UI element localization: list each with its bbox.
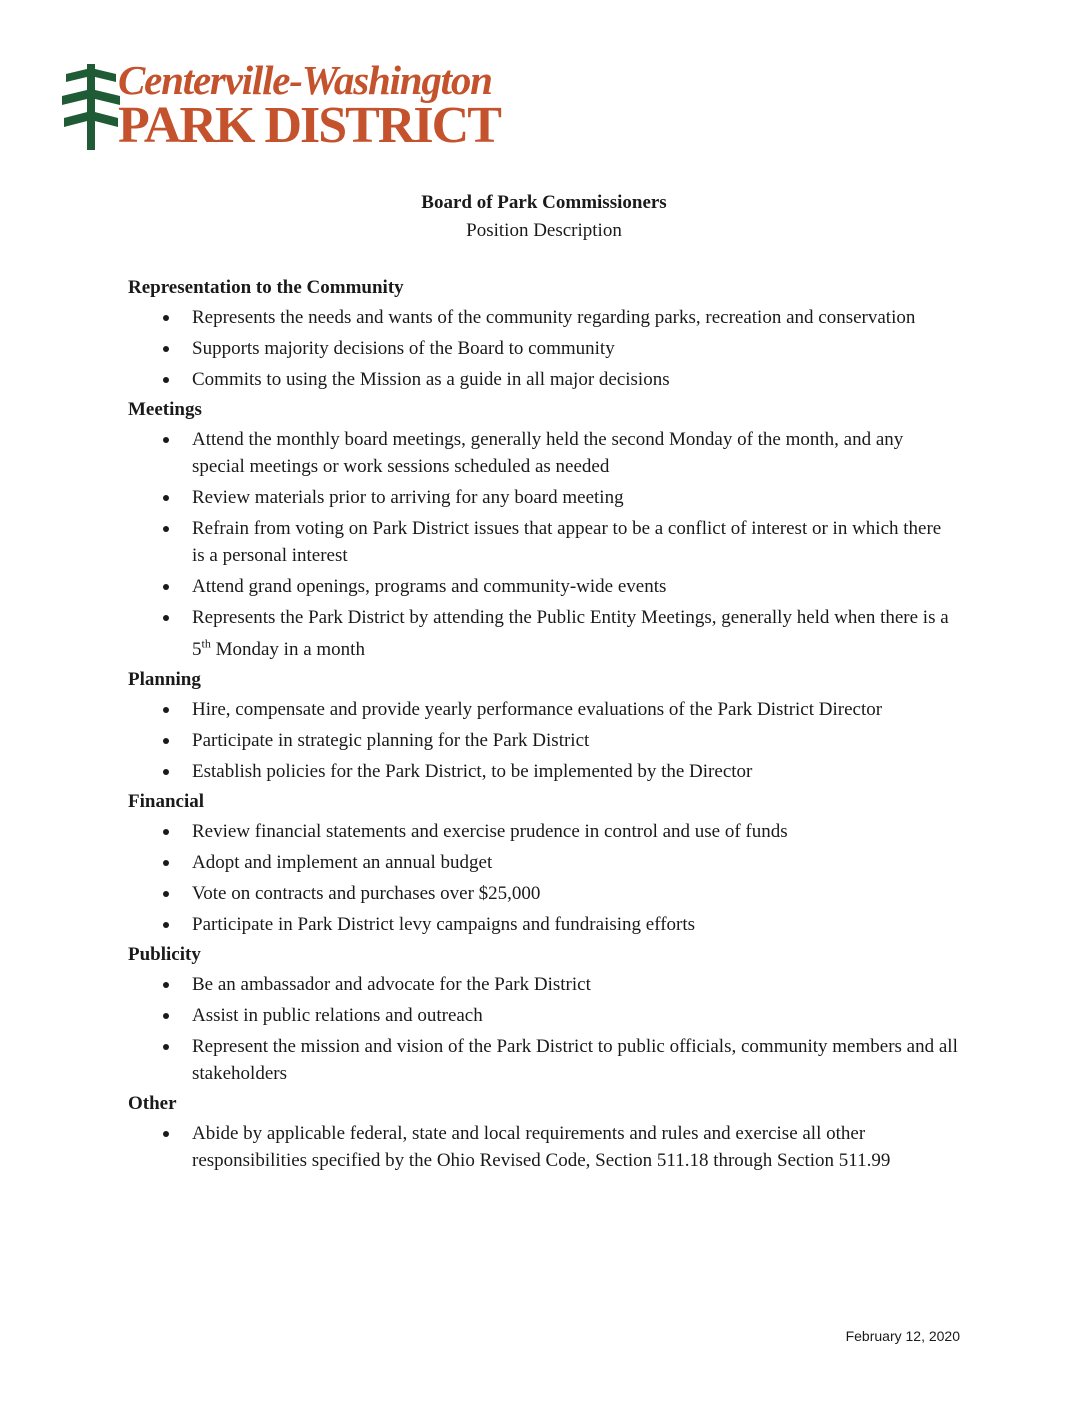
bullet-icon (163, 769, 169, 775)
document-title: Board of Park Commissioners (421, 192, 667, 213)
bullet-list (128, 818, 958, 938)
bullet-icon (163, 437, 169, 443)
list-item (128, 696, 958, 723)
list-item (128, 604, 958, 663)
list-item-text: Represent the mission and vision of the Park District to public officials, community members and all stakeholders (192, 1036, 958, 1085)
list-item-text: Adopt and implement an annual budget (192, 852, 493, 874)
bullet-list (128, 971, 958, 1087)
list-item (128, 971, 958, 998)
logo-line-1: Centerville-Washington (118, 57, 492, 103)
list-item (128, 727, 958, 754)
list-item-text: Refrain from voting on Park District issues that appear to be a conflict of interest or in which there is a personal interest (192, 518, 942, 566)
list-item-text: Assist in public relations and outreach (192, 1005, 483, 1027)
list-item-text: Hire, compensate and provide yearly performance evaluations of the Park District Director (192, 699, 883, 721)
list-item (128, 335, 958, 362)
bullet-icon (163, 982, 169, 988)
bullet-icon (163, 891, 169, 897)
list-item (128, 818, 958, 845)
list-item (128, 304, 958, 331)
list-item-text: Represents the Park District by attending the Public Entity Meetings, generally held when there is a 5th Monday in a month (192, 607, 949, 661)
bullet-icon (163, 377, 169, 383)
bullet-list (128, 1120, 958, 1174)
list-item-text: Vote on contracts and purchases over $25,000 (192, 883, 541, 905)
list-item (128, 1033, 958, 1087)
list-item-text: Review materials prior to arriving for any board meeting (192, 487, 624, 508)
bullet-icon (163, 346, 169, 352)
list-item (128, 426, 958, 480)
list-item-text: Be an ambassador and advocate for the Park District (192, 974, 591, 996)
section-heading: Financial (128, 791, 205, 813)
bullet-icon (163, 707, 169, 713)
list-item (128, 758, 958, 785)
bullet-list (128, 426, 958, 663)
list-item-text: Participate in Park District levy campaigns and fundraising efforts (192, 914, 696, 936)
list-item-text: Participate in strategic planning for the Park District (192, 730, 590, 752)
section-heading: Representation to the Community (128, 277, 404, 298)
bullet-icon (163, 526, 169, 532)
bullet-icon (163, 860, 169, 866)
logo-line-2: PARK DISTRICT (118, 97, 500, 154)
section-heading: Publicity (128, 944, 201, 966)
list-item-text: Supports majority decisions of the Board to community (192, 338, 615, 359)
list-item (128, 1120, 958, 1174)
footer-date: February 12, 2020 (845, 1328, 960, 1344)
list-item-text: Attend grand openings, programs and community-wide events (192, 576, 667, 597)
bullet-icon (163, 584, 169, 590)
bullet-icon (163, 738, 169, 744)
bullet-icon (163, 315, 169, 321)
list-item (128, 484, 958, 511)
list-item (128, 911, 958, 938)
list-item-text: Represents the needs and wants of the community regarding parks, recreation and conservation (192, 307, 916, 328)
bullet-icon (163, 495, 169, 501)
list-item (128, 573, 958, 600)
list-item-text: Abide by applicable federal, state and local requirements and rules and exercise all other responsibilities specified by the Ohio Revised Code, Section 511.18 through Section 511.99 (192, 1123, 891, 1172)
list-item (128, 1002, 958, 1029)
bullet-icon (163, 1013, 169, 1019)
bullet-icon (163, 1131, 169, 1137)
bullet-icon (163, 922, 169, 928)
bullet-icon (163, 615, 169, 621)
document-body (128, 275, 958, 1178)
list-item (128, 880, 958, 907)
park-district-logo (62, 57, 532, 154)
bullet-icon (163, 1044, 169, 1050)
tree-icon (62, 64, 120, 150)
bullet-list (128, 304, 958, 393)
list-item-text: Attend the monthly board meetings, generally held the second Monday of the month, and any special meetings or work sessions scheduled as needed (192, 429, 904, 477)
bullet-icon (163, 829, 169, 835)
bullet-list (128, 696, 958, 785)
list-item (128, 515, 958, 569)
section-heading: Planning (128, 669, 201, 691)
list-item-text: Establish policies for the Park District, to be implemented by the Director (192, 761, 753, 783)
list-item-text: Review financial statements and exercise prudence in control and use of funds (192, 821, 788, 843)
list-item (128, 366, 958, 393)
section-heading: Meetings (128, 399, 202, 420)
list-item-text: Commits to using the Mission as a guide in all major decisions (192, 369, 670, 390)
document-subtitle: Position Description (466, 220, 622, 241)
section-heading: Other (128, 1093, 177, 1115)
list-item (128, 849, 958, 876)
